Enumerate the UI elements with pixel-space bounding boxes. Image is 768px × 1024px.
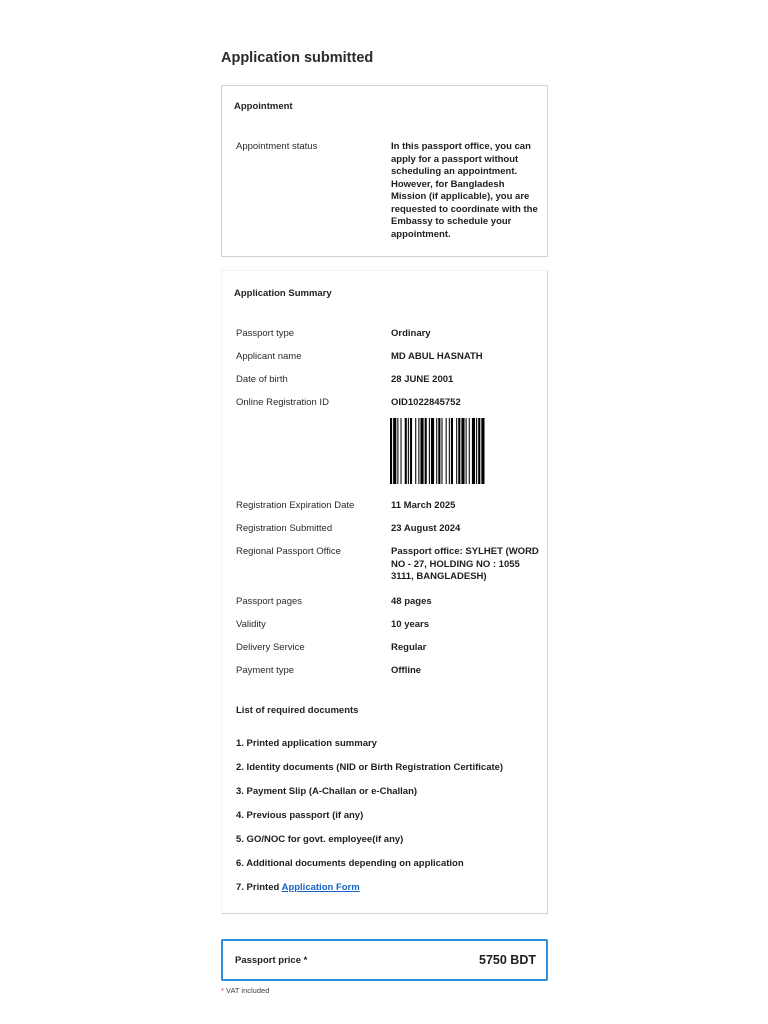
vat-note-text: VAT included xyxy=(223,986,270,995)
passport-pages-label: Passport pages xyxy=(236,596,303,607)
expiration-date-value: 11 March 2025 xyxy=(391,500,456,511)
passport-price-value: 5750 BDT xyxy=(479,953,536,967)
date-of-birth-value: 28 JUNE 2001 xyxy=(391,374,454,385)
regional-office-value: Passport office: SYLHET (WORD NO - 27, HOLDING NO : 1055 3111, BANGLADESH) xyxy=(391,546,539,582)
required-documents-heading: List of required documents xyxy=(236,705,359,716)
document-item: 2. Identity documents (NID or Birth Registration Certificate) xyxy=(236,762,504,773)
applicant-name-value: MD ABUL HASNATH xyxy=(391,351,483,362)
page-title: Application submitted xyxy=(221,50,374,66)
registration-submitted-value: 23 August 2024 xyxy=(391,523,461,534)
document-item: 3. Payment Slip (A-Challan or e-Challan) xyxy=(236,786,418,797)
document-item: 4. Previous passport (if any) xyxy=(236,810,364,821)
appointment-status-value: In this passport office, you can apply for a passport without scheduling an appointment. However, for Bangladesh Mission (if applicable), you are requested to coordinate with the Embassy to schedule your appointment. xyxy=(391,141,538,240)
registration-submitted-label: Registration Submitted xyxy=(236,523,333,534)
document-item-application-form xyxy=(236,882,360,893)
validity-label: Validity xyxy=(236,619,266,630)
application-summary-card xyxy=(221,270,548,914)
appointment-heading: Appointment xyxy=(234,101,293,112)
application-form-link[interactable]: Application Form xyxy=(281,882,360,893)
payment-type-label: Payment type xyxy=(236,665,295,676)
summary-heading: Application Summary xyxy=(234,288,332,299)
barcode-icon xyxy=(390,418,562,484)
registration-id-value: OID1022845752 xyxy=(391,397,461,408)
vat-note xyxy=(221,986,269,995)
payment-type-value: Offline xyxy=(391,665,422,676)
required-star: * xyxy=(221,986,224,995)
date-of-birth-label: Date of birth xyxy=(236,374,288,385)
document-item: 1. Printed application summary xyxy=(236,738,377,749)
appointment-status-label: Appointment status xyxy=(236,141,318,152)
document-item: 6. Additional documents depending on application xyxy=(236,858,464,869)
expiration-date-label: Registration Expiration Date xyxy=(236,500,355,511)
registration-id-label: Online Registration ID xyxy=(236,397,329,408)
applicant-name-label: Applicant name xyxy=(236,351,302,362)
passport-price-label: Passport price * xyxy=(235,955,308,966)
delivery-service-label: Delivery Service xyxy=(236,642,305,653)
delivery-service-value: Regular xyxy=(391,642,427,653)
validity-value: 10 years xyxy=(391,619,430,630)
passport-price-box xyxy=(221,939,548,981)
regional-office-label: Regional Passport Office xyxy=(236,546,341,557)
passport-type-label: Passport type xyxy=(236,328,295,339)
appointment-card xyxy=(221,85,548,257)
passport-pages-value: 48 pages xyxy=(391,596,432,607)
document-item-prefix: 7. Printed xyxy=(236,882,282,893)
document-item: 5. GO/NOC for govt. employee(if any) xyxy=(236,834,404,845)
passport-type-value: Ordinary xyxy=(391,328,431,339)
